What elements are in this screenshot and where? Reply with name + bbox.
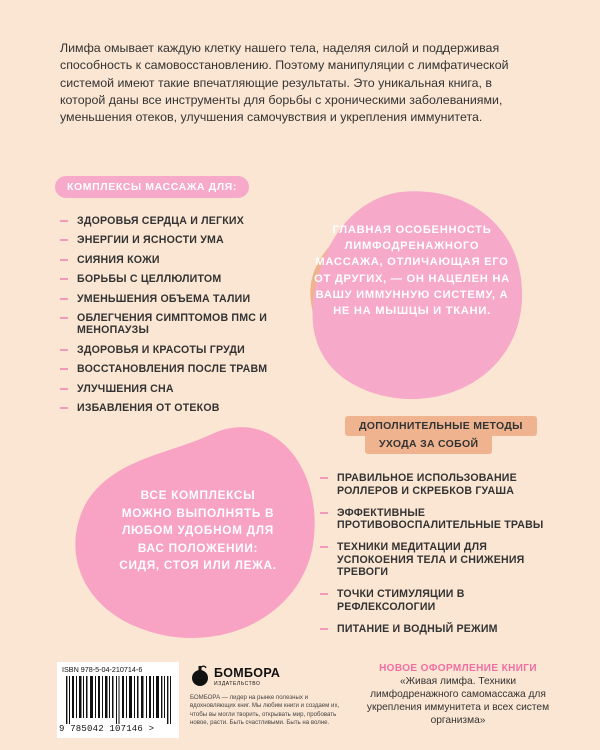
massage-list [60, 215, 275, 421]
list-item: ОБЛЕГЧЕНИЯ СИМПТОМОВ ПМС И МЕНОПАУЗЫ [60, 312, 275, 337]
list-item: ТЕХНИКИ МЕДИТАЦИИ ДЛЯ УСПОКОЕНИЯ ТЕЛА И СНИЖЕНИЯ ТРЕВОГИ [320, 541, 550, 579]
extra-section-title-line2: УХОДА ЗА СОБОЙ [365, 434, 492, 454]
list-item: УМЕНЬШЕНИЯ ОБЪЕМА ТАЛИИ [60, 293, 275, 306]
extra-section-title-line1: ДОПОЛНИТЕЛЬНЫЕ МЕТОДЫ [345, 416, 537, 436]
barcode-bars [66, 676, 172, 724]
list-item: ЭФФЕКТИВНЫЕ ПРОТИВОВОСПАЛИТЕЛЬНЫЕ ТРАВЫ [320, 507, 550, 532]
new-edition-title: НОВОЕ ОФОРМЛЕНИЕ КНИГИ [379, 663, 537, 674]
list-item: ИЗБАВЛЕНИЯ ОТ ОТЕКОВ [60, 402, 275, 415]
publisher-logo [190, 663, 280, 691]
bombora-logo-icon [190, 665, 210, 687]
list-item: ПИТАНИЕ И ВОДНЫЙ РЕЖИМ [320, 623, 550, 636]
intro-paragraph: Лимфа омывает каждую клетку нашего тела, наделяя силой и поддерживая способность к самовосстановлению. Поэтому манипуляции с лимфатической системой имеют такие впечатляющие результаты. Это уникальная книга, в которой даны все инструменты для борьбы с хроническими заболеваниями, уменьшения отеков, улучшения самочувствия и укрепления иммунитета. [60, 41, 509, 125]
list-item: ВОССТАНОВЛЕНИЯ ПОСЛЕ ТРАВМ [60, 363, 275, 376]
list-item: ЗДОРОВЬЯ СЕРДЦА И ЛЕГКИХ [60, 215, 275, 228]
extra-list [320, 472, 550, 645]
isbn-label: ISBN 978-5-04-210714-6 [62, 665, 143, 674]
publisher-blurb: БОМБОРА — лидер на рынке полезных и вдохновляющих книг. Мы любим книги и создаем их, чтобы вы могли творить, открывать мир, пробовать новое, расти. Быть счастливыми. Быть на волне. [190, 694, 340, 727]
list-item: ЭНЕРГИИ И ЯСНОСТИ УМА [60, 234, 275, 247]
barcode-digits: 9 785042 107146 > [59, 724, 155, 734]
list-item: УЛУЧШЕНИЯ СНА [60, 383, 275, 396]
barcode-box [57, 662, 179, 738]
blob-quote-main: ГЛАВНАЯ ОСОБЕННОСТЬ ЛИМФОДРЕНАЖНОГО МАССАЖА, ОТЛИЧАЮЩАЯ ЕГО ОТ ДРУГИХ, — ОН НАЦЕЛЕН НА ВАШУ ИММУННУЮ СИСТЕМУ, А НЕ НА МЫШЦЫ И ТКАНИ. [314, 224, 510, 318]
list-item: ПРАВИЛЬНОЕ ИСПОЛЬЗОВАНИЕ РОЛЛЕРОВ И СКРЕБКОВ ГУАША [320, 472, 550, 497]
list-item: ТОЧКИ СТИМУЛЯЦИИ В РЕФЛЕКСОЛОГИИ [320, 588, 550, 613]
publisher-name: БОМБОРА [214, 666, 281, 680]
blob-quote-positions: ВСЕ КОМПЛЕКСЫ МОЖНО ВЫПОЛНЯТЬ В ЛЮБОМ УДОБНОМ ДЛЯ ВАС ПОЛОЖЕНИИ: СИДЯ, СТОЯ ИЛИ ЛЕЖА. [119, 488, 277, 572]
new-edition-text: «Живая лимфа. Техники лимфодренажного самомассажа для укрепления иммунитета и всех систем организма» [366, 676, 550, 726]
list-item: СИЯНИЯ КОЖИ [60, 254, 275, 267]
list-item: БОРЬБЫ С ЦЕЛЛЮЛИТОМ [60, 273, 275, 286]
massage-section-title: КОМПЛЕКСЫ МАССАЖА ДЛЯ: [55, 176, 249, 198]
publisher-sub: ИЗДАТЕЛЬСТВО [214, 681, 261, 687]
list-item: ЗДОРОВЬЯ И КРАСОТЫ ГРУДИ [60, 344, 275, 357]
new-edition-note [358, 662, 558, 727]
